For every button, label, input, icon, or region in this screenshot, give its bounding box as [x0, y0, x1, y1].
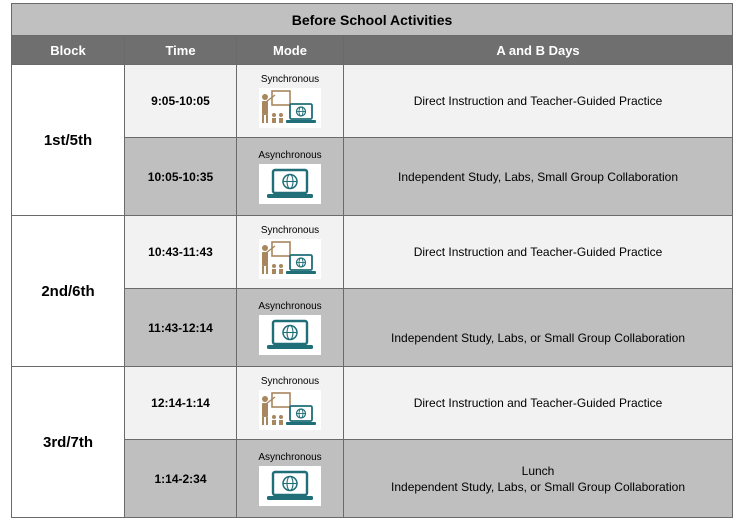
mode-label: Asynchronous	[258, 451, 322, 463]
description-cell: Direct Instruction and Teacher-Guided Practice	[344, 367, 733, 440]
time-cell: 10:05-10:35	[125, 138, 237, 216]
header-time: Time	[125, 36, 237, 65]
table-title: Before School Activities	[12, 4, 733, 36]
mode-label: Asynchronous	[258, 149, 322, 161]
teacher-with-laptop-icon	[259, 239, 321, 279]
description-cell	[344, 440, 733, 518]
description-text: Independent Study, Labs, or Small Group Collaboration	[391, 330, 685, 345]
mode-cell	[237, 65, 344, 138]
description-text: Independent Study, Labs, or Small Group Collaboration	[391, 479, 685, 494]
teacher-with-laptop-icon	[259, 390, 321, 430]
mode-label: Synchronous	[260, 376, 320, 387]
block-label: 2nd/6th	[12, 216, 125, 367]
laptop-globe-icon	[259, 315, 321, 355]
time-cell: 12:14-1:14	[125, 367, 237, 440]
description-cell: Direct Instruction and Teacher-Guided Practice	[344, 216, 733, 289]
table-row	[12, 367, 733, 440]
table-row	[12, 65, 733, 138]
laptop-globe-icon	[259, 466, 321, 506]
mode-label: Synchronous	[260, 74, 320, 85]
time-cell: 9:05-10:05	[125, 65, 237, 138]
description-cell: Independent Study, Labs, Small Group Collaboration	[344, 138, 733, 216]
block-label: 3rd/7th	[12, 367, 125, 518]
mode-cell	[237, 367, 344, 440]
header-mode: Mode	[237, 36, 344, 65]
mode-cell	[237, 440, 344, 518]
table-row	[12, 216, 733, 289]
teacher-with-laptop-icon	[259, 88, 321, 128]
laptop-globe-icon	[259, 164, 321, 204]
mode-cell	[237, 216, 344, 289]
schedule-table	[11, 3, 733, 518]
mode-cell	[237, 138, 344, 216]
header-block: Block	[12, 36, 125, 65]
mode-cell	[237, 289, 344, 367]
time-cell: 1:14-2:34	[125, 440, 237, 518]
time-cell: 10:43-11:43	[125, 216, 237, 289]
description-text: Lunch	[521, 463, 555, 478]
header-days: A and B Days	[344, 36, 733, 65]
time-cell: 11:43-12:14	[125, 289, 237, 367]
description-cell: Direct Instruction and Teacher-Guided Practice	[344, 65, 733, 138]
block-label: 1st/5th	[12, 65, 125, 216]
mode-label: Asynchronous	[258, 300, 322, 312]
description-cell	[344, 289, 733, 367]
mode-label: Synchronous	[260, 225, 320, 236]
